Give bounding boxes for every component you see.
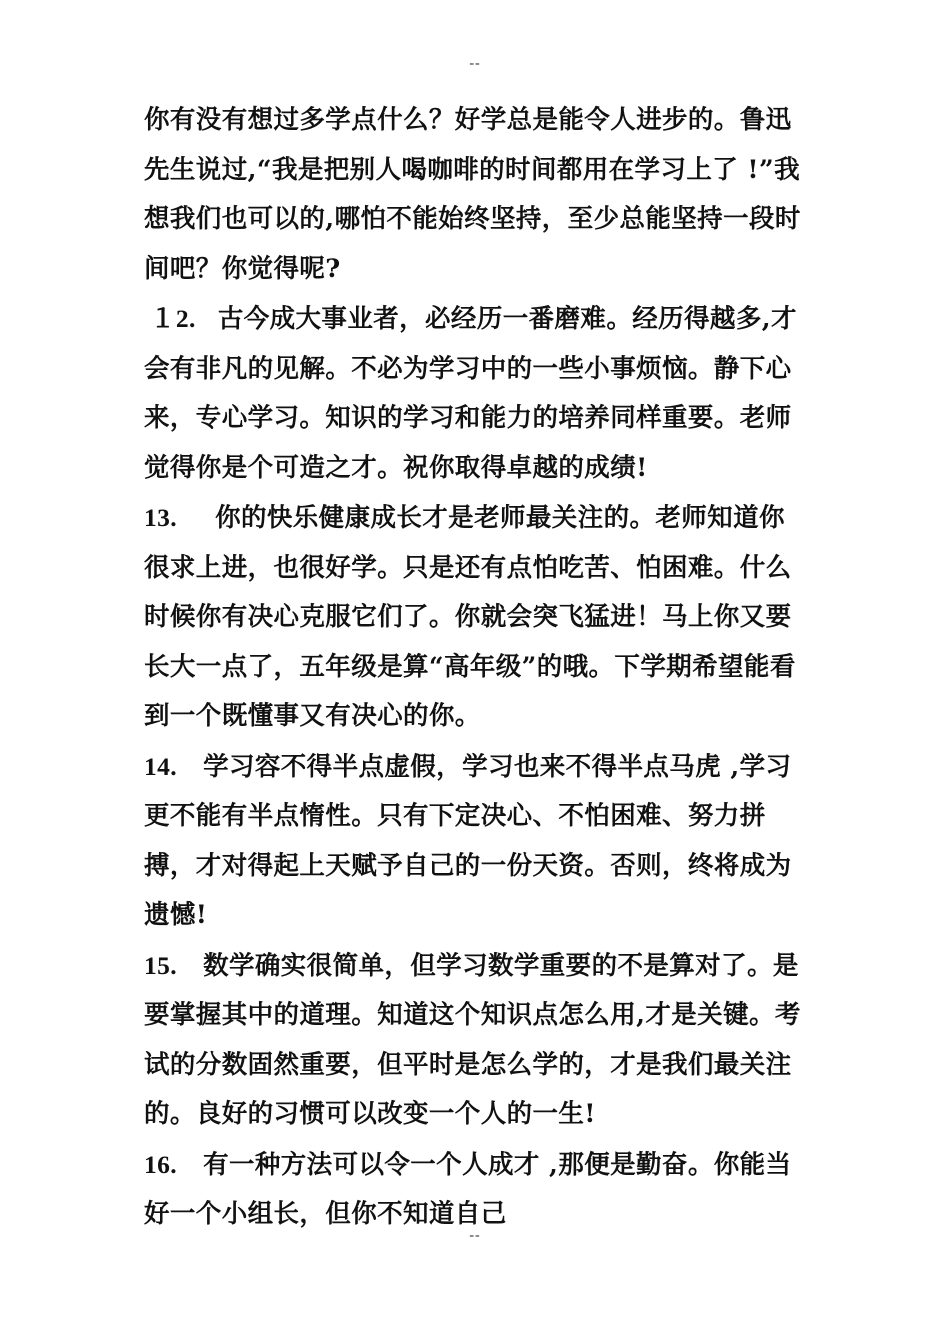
paragraph-number: １2. — [150, 304, 196, 333]
paragraph-number: 15. — [144, 950, 178, 980]
paragraph-text: 你有没有想过多学点什么？好学总是能令人进步的。鲁迅先生说过,“我是把别人喝咖啡的时间都用在学习上了 !”我想我们也可以的,哪怕不能始终坚持，至少总能坚持一段时间吧？你觉得呢? — [144, 105, 801, 284]
document-body — [144, 96, 808, 1240]
paragraph-14 — [144, 742, 808, 941]
paragraph-12 — [144, 294, 808, 493]
paragraph-text: 你的快乐健康成长才是老师最关注的。老师知道你很求上进，也很好学。只是还有点怕吃苦、怕困难。什么时候你有决心克服它们了。你就会突飞猛进！马上你又要长大一点了，五年级是算“高年级”的哦。下学期希望能看到一个既懂事又有决心的你。 — [144, 503, 796, 731]
paragraph-number: 14. — [144, 751, 178, 781]
paragraph-continuation — [144, 96, 808, 294]
paragraph-text: 数学确实很简单，但学习数学重要的不是算对了。是要掌握其中的道理。知道这个知识点怎么用,才是关键。考试的分数固然重要，但平时是怎么学的，才是我们最关注的。良好的习惯可以改变一个人的一生! — [144, 950, 801, 1129]
paragraph-text: 学习容不得半点虚假，学习也来不得半点马虎 ,学习更不能有半点惰性。只有下定决心、不怕困难、努力拼搏，才对得起上天赋予自己的一份天资。否则，终将成为遗憾! — [144, 751, 792, 930]
paragraph-16 — [144, 1140, 808, 1240]
page-header-marker: -- — [469, 56, 481, 71]
paragraph-text: 古今成大事业者，必经历一番磨难。经历得越多,才会有非凡的见解。不必为学习中的一些小事烦恼。静下心来，专心学习。知识的学习和能力的培养同样重要。老师觉得你是个可造之才。祝你取得卓越的成绩! — [144, 304, 797, 483]
paragraph-13 — [144, 493, 808, 742]
paragraph-number: 13. — [144, 503, 178, 532]
paragraph-15 — [144, 941, 808, 1140]
paragraph-number: 16. — [144, 1149, 178, 1179]
paragraph-text: 有一种方法可以令一个人成才 ,那便是勤奋。你能当好一个小组长，但你不知道自己 — [144, 1149, 792, 1229]
page-footer-marker: -- — [469, 1228, 481, 1243]
